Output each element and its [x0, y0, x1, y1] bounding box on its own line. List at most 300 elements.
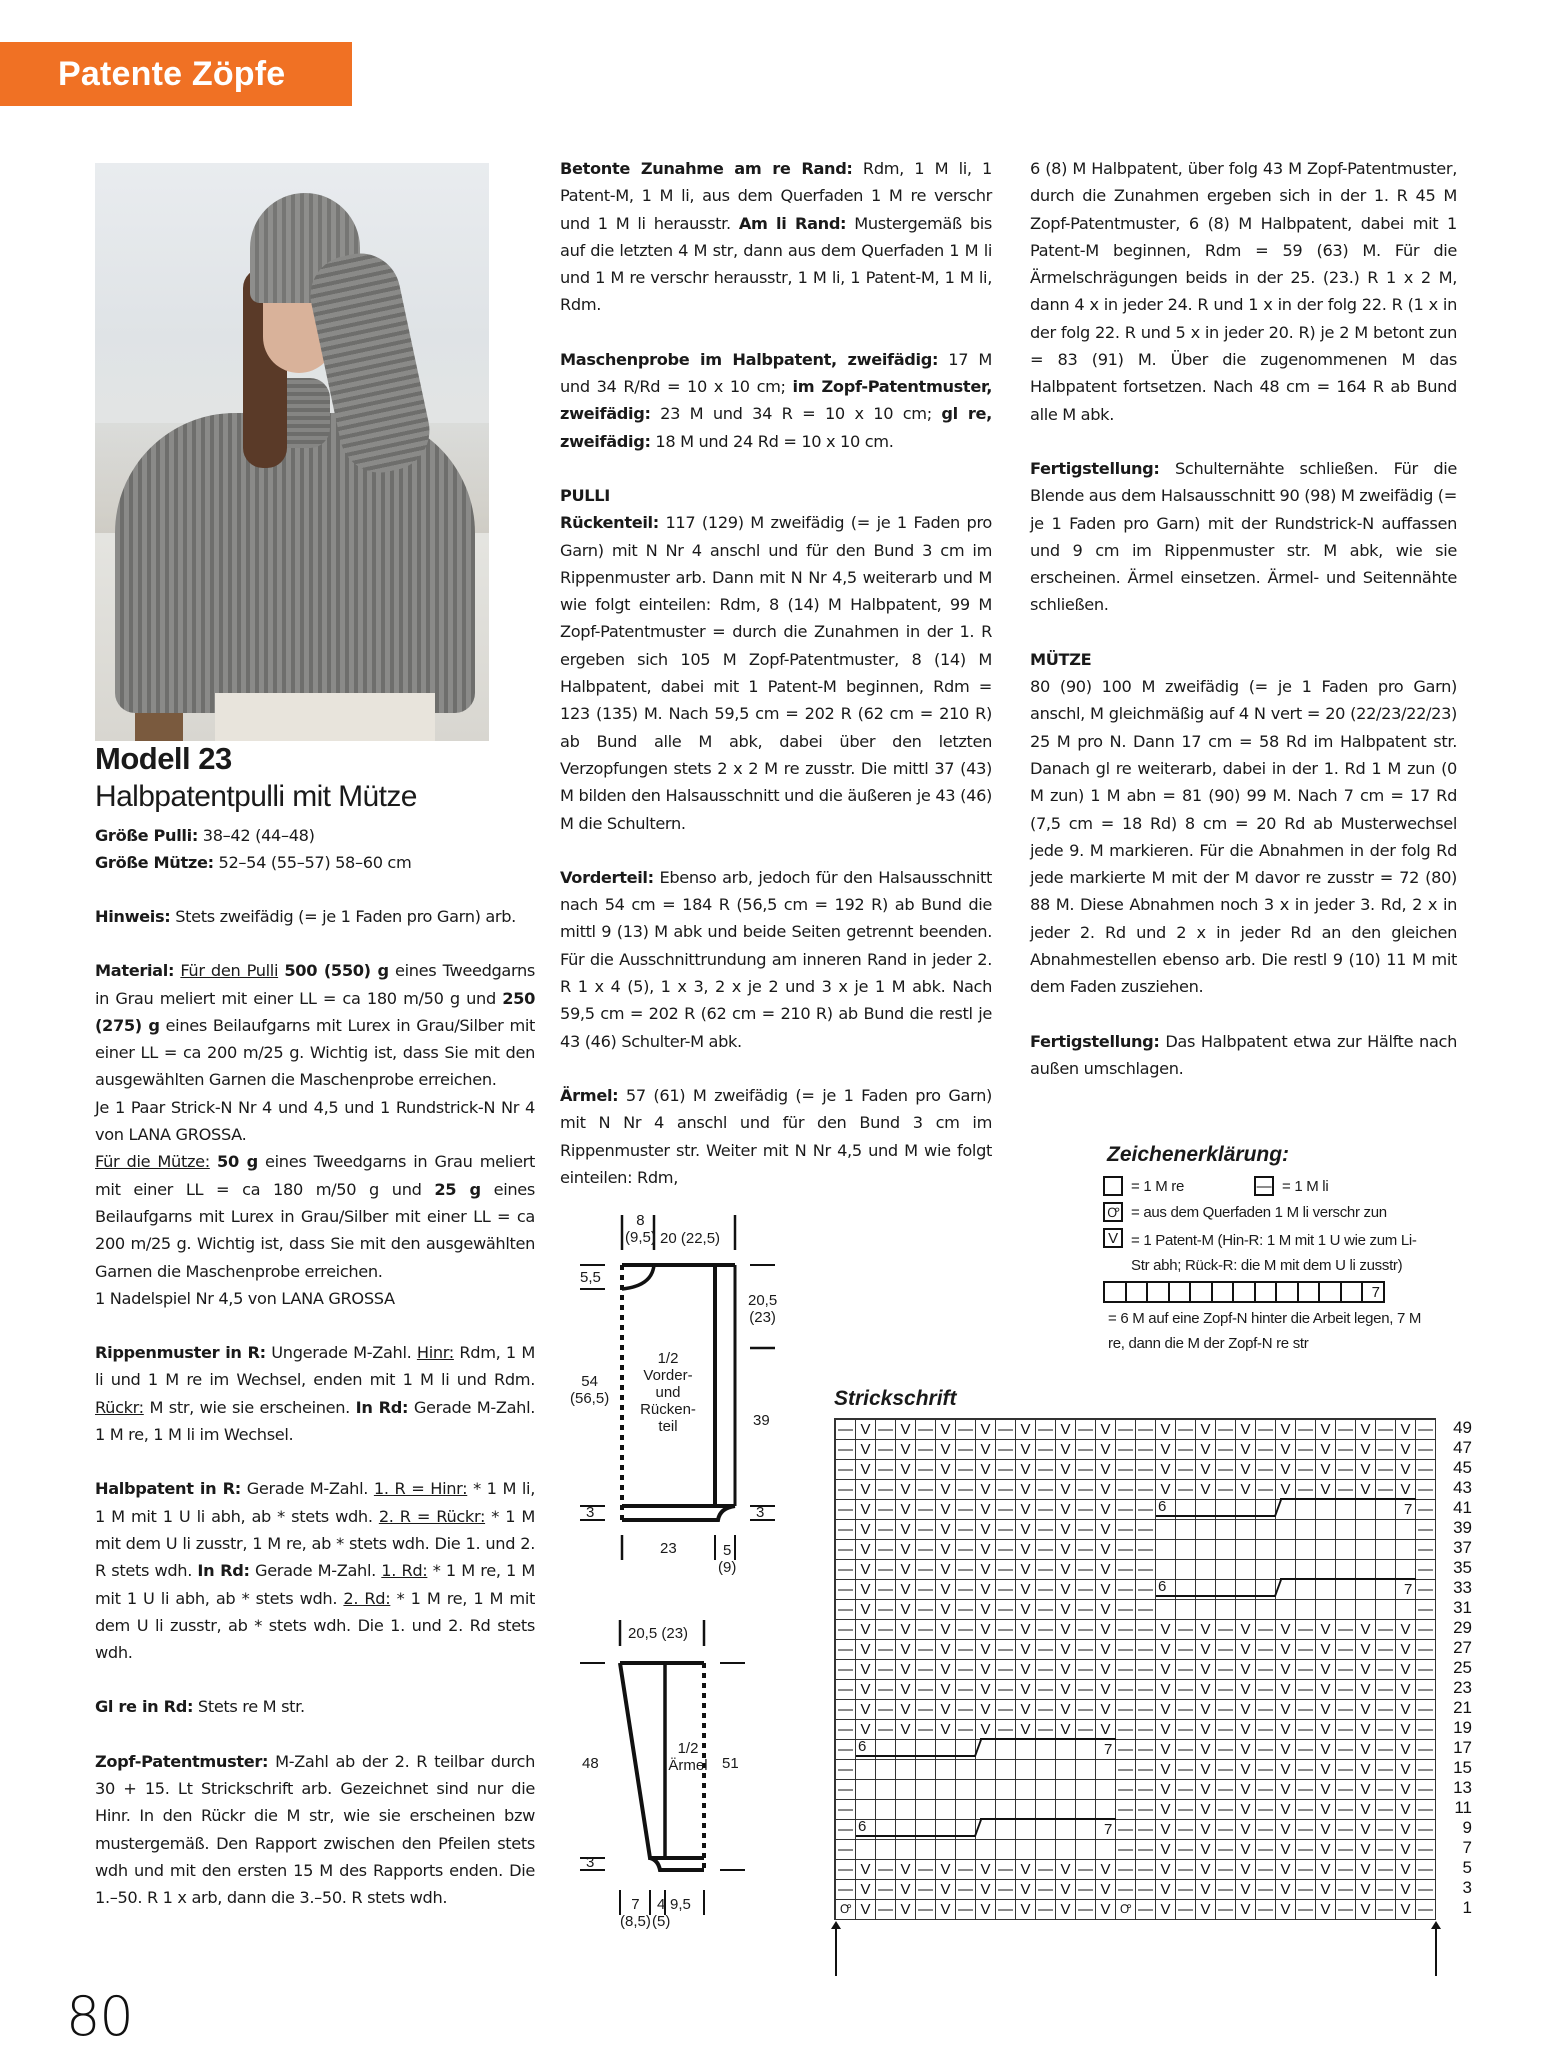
purl-cell: — [1176, 1840, 1196, 1860]
patent-cell: V [1016, 1440, 1036, 1460]
patent-cell: V [1016, 1560, 1036, 1580]
betont-li-label: Am li Rand: [738, 213, 847, 233]
purl-cell: — [836, 1620, 856, 1640]
cable-label-right: 7 [1104, 1821, 1113, 1838]
patent-cell: V [1196, 1800, 1216, 1820]
patent-cell: V [1196, 1420, 1216, 1440]
purl-cell: — [916, 1700, 936, 1720]
purl-cell: — [876, 1460, 896, 1480]
dim-sleeve-length: 48 [582, 1755, 599, 1772]
purl-cell: — [956, 1420, 976, 1440]
patent-cell: V [976, 1660, 996, 1680]
patent-cell: V [856, 1860, 876, 1880]
patent-cell: V [1396, 1720, 1416, 1740]
halbpatent-rd2: 2. Rd: [343, 1588, 391, 1608]
purl-cell: — [1336, 1800, 1356, 1820]
purl-cell: — [836, 1780, 856, 1800]
purl-cell: — [1176, 1720, 1196, 1740]
row-number: 23 [1453, 1678, 1472, 1697]
purl-cell: — [836, 1500, 856, 1520]
purl-cell: — [836, 1680, 856, 1700]
knit-cell [1056, 1800, 1076, 1820]
knit-cell [936, 1820, 956, 1840]
knit-cell [1316, 1520, 1336, 1540]
purl-cell: — [1136, 1580, 1156, 1600]
purl-cell: — [916, 1660, 936, 1680]
purl-cell: — [1136, 1700, 1156, 1720]
purl-cell: — [1176, 1440, 1196, 1460]
patent-cell: V [1056, 1580, 1076, 1600]
purl-cell: — [1336, 1780, 1356, 1800]
patent-cell: V [1276, 1700, 1296, 1720]
patent-cell: V [1056, 1460, 1076, 1480]
chart-row [836, 1720, 1436, 1740]
patent-cell: V [936, 1580, 956, 1600]
patent-cell: V [1236, 1880, 1256, 1900]
patent-cell: V [1236, 1700, 1256, 1720]
patent-cell: V [1156, 1640, 1176, 1660]
row-number: 1 [1462, 1898, 1472, 1917]
legend-item-knit [1103, 1176, 1184, 1196]
material-label: Material: [95, 961, 175, 981]
patent-cell: V [856, 1720, 876, 1740]
purl-cell: — [836, 1640, 856, 1660]
purl-cell: — [956, 1900, 976, 1920]
row-number: 11 [1454, 1798, 1472, 1817]
patent-cell: V [1016, 1900, 1036, 1920]
purl-cell: — [876, 1600, 896, 1620]
knit-cell [1196, 1560, 1216, 1580]
knit-cell [876, 1840, 896, 1860]
purl-cell: — [916, 1900, 936, 1920]
purl-stitch-icon: — [1254, 1176, 1274, 1196]
patent-cell: V [1236, 1760, 1256, 1780]
patent-cell: V [936, 1420, 956, 1440]
knit-cell [956, 1800, 976, 1820]
patent-cell: V [1196, 1780, 1216, 1800]
patent-cell: V [856, 1520, 876, 1540]
patent-cell: V [1016, 1540, 1036, 1560]
knitting-chart [834, 1418, 1436, 1920]
patent-cell: V [1196, 1440, 1216, 1460]
knit-cell [1036, 1820, 1056, 1840]
chart-title: Strickschrift [834, 1387, 957, 1410]
purl-cell: — [1216, 1780, 1236, 1800]
knit-cell [916, 1760, 936, 1780]
purl-cell: — [1116, 1560, 1136, 1580]
legend-title: Zeichenerklärung: [1107, 1143, 1290, 1166]
purl-cell: — [1336, 1900, 1356, 1920]
sleeve-piece-label: 1/2 Ärmel [668, 1740, 708, 1774]
purl-cell: — [1076, 1900, 1096, 1920]
material-pulli-text: eines Tweedgarns in Grau meliert mit einer LL = ca 180 m/50 g und [95, 961, 536, 1008]
patent-cell: V [1356, 1420, 1376, 1440]
purl-cell: — [1136, 1740, 1156, 1760]
patent-cell: V [1016, 1580, 1036, 1600]
knit-cell [896, 1740, 916, 1760]
knit-cell [1396, 1560, 1416, 1580]
knit-cell [1216, 1540, 1236, 1560]
material-pulli-text2: eines Beilaufgarns mit Lurex in Grau/Silber mit einer LL = ca 200 m/25 g. Wichtig ist, dass Sie mit den ausgewählten Garnen die Maschenprobe erreichen. [95, 1015, 536, 1090]
legend-item-purl-increase [1103, 1202, 1387, 1222]
knit-cell [936, 1780, 956, 1800]
fertig2-text: Das Halbpatent etwa zur Hälfte nach außen umschlagen. [1030, 1031, 1457, 1078]
patent-cell: V [1056, 1620, 1076, 1640]
purl-cell: — [836, 1740, 856, 1760]
patent-cell: V [1356, 1880, 1376, 1900]
knit-cell [1236, 1600, 1256, 1620]
purl-cell: — [876, 1500, 896, 1520]
purl-cell: — [1296, 1880, 1316, 1900]
purl-cell: — [1256, 1660, 1276, 1680]
cable-symbol-icon [1103, 1281, 1385, 1303]
halbpatent-text: Gerade M-Zahl. [240, 1479, 374, 1499]
chart-row [836, 1440, 1436, 1460]
patent-cell: V [1316, 1860, 1336, 1880]
purl-cell: — [1116, 1780, 1136, 1800]
patent-cell: V [1316, 1720, 1336, 1740]
patent-cell: V [1236, 1860, 1256, 1880]
purl-cell: — [1176, 1780, 1196, 1800]
patent-cell: V [1236, 1780, 1256, 1800]
patent-cell: V [1316, 1440, 1336, 1460]
patent-cell: V [1396, 1440, 1416, 1460]
legend-text-purl-increase: = aus dem Querfaden 1 M li verschr zun [1131, 1203, 1387, 1221]
purl-cell: — [996, 1680, 1016, 1700]
dim-body-length: 54 (56,5) [570, 1373, 610, 1407]
purl-cell: — [916, 1620, 936, 1640]
purl-cell: — [1036, 1520, 1056, 1540]
knit-cell [1316, 1500, 1336, 1520]
section-tab: Patente Zöpfe [0, 42, 352, 106]
chart-row [836, 1800, 1436, 1820]
purl-cell: — [1376, 1860, 1396, 1880]
purl-cell: — [1416, 1560, 1436, 1580]
patent-cell: V [1236, 1620, 1256, 1640]
row-number: 3 [1462, 1878, 1472, 1897]
purl-cell: — [1416, 1760, 1436, 1780]
patent-cell: V [1316, 1820, 1336, 1840]
patent-cell: V [1016, 1880, 1036, 1900]
left-column [95, 903, 535, 1939]
zopf-paragraph [95, 1748, 535, 1912]
knit-cell [1376, 1540, 1396, 1560]
purl-cell: — [1376, 1900, 1396, 1920]
purl-cell: — [1176, 1680, 1196, 1700]
betont-text2: Mustergemäß bis auf die letzten 4 M str, dann aus dem Querfaden 1 M li und 1 M re verschr herausstr, 1 M li, 1 Patent-M, 1 M li, Rdm. [560, 213, 993, 315]
purl-cell: — [1376, 1780, 1396, 1800]
glre-text: Stets re M str. [193, 1697, 305, 1717]
chart-row [836, 1580, 1436, 1600]
purl-cell: — [916, 1680, 936, 1700]
purl-cell: — [836, 1440, 856, 1460]
model-photo [95, 163, 489, 741]
aermel-continued: 6 (8) M Halbpatent, über folg 43 M Zopf-Patentmuster, durch die Zunahmen ergeben sich in der 1. R 45 M Zopf-Patentmuster, 6 (8) M Halbpatent, dabei mit 1 Patent-M beginnen, Rdm = 59 (63) M. Für die Ärmelschrägungen beids in der 25. (23.) R 1 x 2 M, dann 4 x in jeder 24. R und 1 x in der folg 22. R (1 x in der folg 22. R und 5 x in jeder 20. R) je 2 M betont zun = 83 (91) M. Über die zugenommenen M das Halbpatent fortsetzen. Nach 48 cm = 164 R ab Bund alle M abk. [1030, 159, 1457, 424]
knit-cell [1336, 1600, 1356, 1620]
purl-cell: — [956, 1540, 976, 1560]
knit-cell [1176, 1600, 1196, 1620]
purl-cell: — [876, 1880, 896, 1900]
patent-stitch-icon: V [1103, 1228, 1123, 1248]
purl-cell: — [1416, 1420, 1436, 1440]
purl-cell: — [1336, 1700, 1356, 1720]
knit-cell [1016, 1800, 1036, 1820]
patent-cell: V [976, 1560, 996, 1580]
purl-cell: — [1036, 1640, 1056, 1660]
knit-cell [1256, 1600, 1276, 1620]
patent-cell: V [1096, 1860, 1116, 1880]
knit-cell [1256, 1560, 1276, 1580]
patent-cell: V [1276, 1840, 1296, 1860]
purl-cell: — [876, 1580, 896, 1600]
chart-row [836, 1600, 1436, 1620]
patent-cell: V [856, 1620, 876, 1640]
patent-cell: V [1156, 1780, 1176, 1800]
patent-cell: V [856, 1440, 876, 1460]
patent-cell: V [936, 1900, 956, 1920]
knit-cell [1196, 1520, 1216, 1540]
knit-cell [1296, 1560, 1316, 1580]
chart-row [836, 1840, 1436, 1860]
knit-cell [1236, 1520, 1256, 1540]
patent-cell: V [896, 1600, 916, 1620]
purl-cell: — [1116, 1760, 1136, 1780]
knit-cell [856, 1800, 876, 1820]
purl-cell: — [1136, 1640, 1156, 1660]
patent-cell: V [1236, 1720, 1256, 1740]
patent-cell: V [1236, 1800, 1256, 1820]
dim-rib-left: 3 [586, 1504, 595, 1521]
purl-cell: — [956, 1520, 976, 1540]
row-number: 47 [1453, 1438, 1472, 1457]
patent-cell: V [856, 1480, 876, 1500]
material-pulli-label: Für den Pulli [180, 961, 279, 981]
purl-cell: — [1336, 1860, 1356, 1880]
knit-cell [1016, 1820, 1036, 1840]
patent-cell: V [1276, 1780, 1296, 1800]
purl-cell: — [996, 1480, 1016, 1500]
purl-cell: — [836, 1880, 856, 1900]
patent-cell: V [1396, 1820, 1416, 1840]
fertigstellung-hat [1030, 1028, 1457, 1083]
rippen-text2: Rdm, 1 M li und 1 M re im Wechsel, enden mit 1 M li und Rdm. [95, 1343, 535, 1390]
purl-cell: — [1256, 1640, 1276, 1660]
sizes-block [95, 822, 411, 877]
purl-cell: — [1416, 1500, 1436, 1520]
purl-cell: — [1136, 1620, 1156, 1640]
patent-cell: V [1156, 1440, 1176, 1460]
patent-cell: V [1396, 1860, 1416, 1880]
purl-cell: — [1336, 1640, 1356, 1660]
row-number: 49 [1453, 1418, 1472, 1437]
knit-cell [916, 1780, 936, 1800]
purl-cell: — [1336, 1840, 1356, 1860]
patent-cell: V [1156, 1880, 1176, 1900]
patent-cell: V [1056, 1640, 1076, 1660]
patent-cell: V [1096, 1700, 1116, 1720]
rippen-rd-text: Gerade M-Zahl. 1 M re, 1 M li im Wechsel. [95, 1397, 536, 1445]
chart-row [836, 1500, 1436, 1520]
patent-cell: V [1096, 1720, 1116, 1740]
aermel-text: 57 (61) M zweifädig (= je 1 Faden pro Garn) mit N Nr 4 anschl und für den Bund 3 cm im Rippenmuster str. Weiter mit N Nr 4,5 und M wie folgt einteilen: Rdm, [560, 1085, 992, 1187]
dim-top-right: 20 (22,5) [660, 1230, 721, 1247]
patent-cell: V [1156, 1760, 1176, 1780]
patent-cell: V [1016, 1700, 1036, 1720]
purl-cell: — [1216, 1860, 1236, 1880]
patent-cell: V [896, 1560, 916, 1580]
knit-cell [1336, 1540, 1356, 1560]
knit-cell [876, 1780, 896, 1800]
knit-cell [976, 1800, 996, 1820]
row-number: 43 [1453, 1478, 1472, 1497]
purl-cell: — [1076, 1440, 1096, 1460]
patent-cell: V [1316, 1640, 1336, 1660]
knit-cell [1336, 1580, 1356, 1600]
patent-cell: V [1196, 1860, 1216, 1880]
patent-cell: V [1396, 1780, 1416, 1800]
knit-cell [916, 1840, 936, 1860]
knit-cell [1316, 1540, 1336, 1560]
purl-cell: — [1116, 1600, 1136, 1620]
vorder-text: Ebenso arb, jedoch für den Halsausschnitt nach 54 cm = 184 R (56,5 cm = 192 R) ab Bund die mittl 9 (13) M abk und beide Seiten getrennt beenden. Für die Ausschnittrundung am inneren Rand in jeder 2. R 1 x 4 (5), 1 x 3, 2 x je 2 und 3 x je 1 M abk. Nach 59,5 cm = 202 R (62 cm = 210 R) ab Bund die restl je 43 (46) Schulter-M abk. [560, 867, 992, 1051]
purl-cell: — [1376, 1820, 1396, 1840]
purl-cell: — [876, 1480, 896, 1500]
patent-cell: V [1316, 1900, 1336, 1920]
chart-row [836, 1700, 1436, 1720]
patent-cell: V [1356, 1740, 1376, 1760]
patent-cell: V [1016, 1620, 1036, 1640]
purl-cell: — [1296, 1800, 1316, 1820]
cable-line [1156, 1515, 1276, 1517]
material-needles: Je 1 Paar Strick-N Nr 4 und 4,5 und 1 Rundstrick-N Nr 4 von LANA GROSSA. [95, 1097, 535, 1145]
purl-cell: — [1416, 1540, 1436, 1560]
chart-row [836, 1520, 1436, 1540]
purl-cell: — [1296, 1840, 1316, 1860]
patent-cell: V [896, 1480, 916, 1500]
patent-cell: V [1096, 1900, 1116, 1920]
purl-cell: — [1296, 1640, 1316, 1660]
dim-side: 39 [753, 1412, 770, 1429]
purl-cell: — [1136, 1800, 1156, 1820]
purl-cell: — [1336, 1620, 1356, 1640]
patent-cell: V [1016, 1420, 1036, 1440]
purl-cell: — [1416, 1800, 1436, 1820]
row-number: 5 [1462, 1858, 1472, 1877]
knit-cell [1036, 1780, 1056, 1800]
patent-cell: V [1056, 1540, 1076, 1560]
patent-cell: V [1056, 1880, 1076, 1900]
knit-cell [876, 1800, 896, 1820]
patent-cell: V [1316, 1740, 1336, 1760]
patent-cell: V [1236, 1660, 1256, 1680]
patent-cell: V [856, 1420, 876, 1440]
purl-cell: — [1336, 1460, 1356, 1480]
patent-cell: V [1096, 1660, 1116, 1680]
purl-cell: — [876, 1700, 896, 1720]
patent-cell: V [1316, 1700, 1336, 1720]
purl-cell: — [1416, 1860, 1436, 1880]
knit-cell [1196, 1540, 1216, 1560]
purl-cell: — [1076, 1600, 1096, 1620]
knit-cell [1276, 1520, 1296, 1540]
purl-cell: — [836, 1560, 856, 1580]
cable-line [856, 1755, 976, 1757]
knit-cell [1196, 1580, 1216, 1600]
pulli-heading: PULLI [560, 485, 610, 505]
purl-cell: — [876, 1720, 896, 1740]
cable-label-right: 7 [1404, 1581, 1413, 1598]
patent-cell: V [1096, 1640, 1116, 1660]
hinweis-paragraph [95, 903, 535, 930]
patent-cell: V [1196, 1660, 1216, 1680]
purl-cell: — [1116, 1520, 1136, 1540]
purl-cell: — [1336, 1740, 1356, 1760]
knit-cell [1076, 1760, 1096, 1780]
halbpatent-rd-text2: * 1 M re, 1 M mit 1 U li abh, ab * stets wdh. [95, 1561, 535, 1608]
purl-cell: — [1416, 1840, 1436, 1860]
purl-cell: — [1116, 1880, 1136, 1900]
purl-cell: — [1376, 1440, 1396, 1460]
purl-cell: — [1076, 1660, 1096, 1680]
size-pulli-label: Größe Pulli: [95, 826, 198, 845]
patent-cell: V [1276, 1880, 1296, 1900]
purl-cell: — [1376, 1840, 1396, 1860]
patent-cell: V [856, 1660, 876, 1680]
knit-cell [1076, 1740, 1096, 1760]
purl-cell: — [1116, 1480, 1136, 1500]
purl-cell: — [1176, 1700, 1196, 1720]
knit-cell [956, 1760, 976, 1780]
knit-cell [1296, 1580, 1316, 1600]
patent-cell: V [856, 1580, 876, 1600]
patent-cell: V [1356, 1700, 1376, 1720]
chart-row [836, 1740, 1436, 1760]
legend-text-patent: = 1 Patent-M (Hin-R: 1 M mit 1 U wie zum Li-Str abh; Rück-R: die M mit dem U li zusstr) [1131, 1232, 1417, 1274]
knit-cell [1356, 1560, 1376, 1580]
knit-cell [1296, 1600, 1316, 1620]
patent-cell: V [1096, 1420, 1116, 1440]
chart-row [836, 1620, 1436, 1640]
purl-cell: — [1296, 1460, 1316, 1480]
knit-cell [1056, 1840, 1076, 1860]
purl-cell: — [1176, 1900, 1196, 1920]
patent-cell: V [896, 1880, 916, 1900]
chart-row [836, 1540, 1436, 1560]
purl-cell: — [1376, 1700, 1396, 1720]
purl-cell: — [1216, 1820, 1236, 1840]
halbpatent-label: Halbpatent in R: [95, 1479, 241, 1499]
patent-cell: V [976, 1640, 996, 1660]
knit-cell [1036, 1840, 1056, 1860]
patent-cell: V [936, 1660, 956, 1680]
purl-cell: — [1296, 1720, 1316, 1740]
purl-cell: — [1076, 1520, 1096, 1540]
patent-cell: V [1016, 1600, 1036, 1620]
purl-cell: — [1116, 1700, 1136, 1720]
purl-cell: — [1216, 1840, 1236, 1860]
row-number: 35 [1453, 1558, 1472, 1577]
purl-cell: — [836, 1520, 856, 1540]
purl-increase-cell: Ꝍ [1116, 1900, 1136, 1920]
purl-cell: — [836, 1480, 856, 1500]
knit-cell [1316, 1600, 1336, 1620]
patent-cell: V [936, 1480, 956, 1500]
cable-line [980, 1818, 1116, 1820]
knit-cell [1036, 1760, 1056, 1780]
purl-cell: — [1076, 1460, 1096, 1480]
knit-cell [936, 1800, 956, 1820]
purl-cell: — [876, 1680, 896, 1700]
